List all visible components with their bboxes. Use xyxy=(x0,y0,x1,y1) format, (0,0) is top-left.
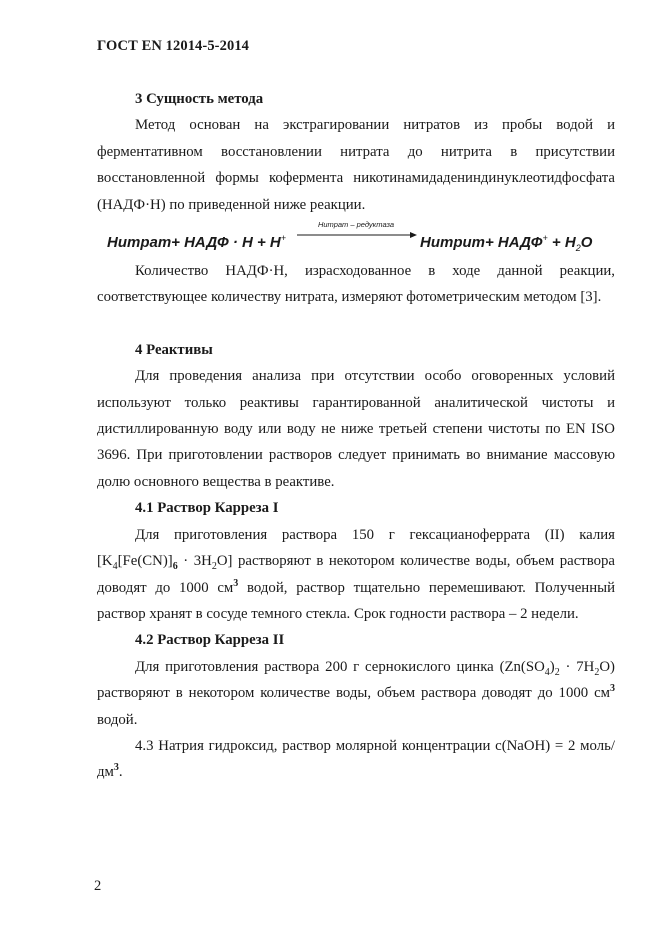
formula-reactants-text: Нитрат+ НАДФ · Н + Н xyxy=(107,234,281,252)
s41-subscript-1: 4 xyxy=(112,561,118,573)
page-number: 2 xyxy=(94,878,102,894)
formula-products-subscript: 2 xyxy=(575,243,581,254)
right-arrow-icon xyxy=(297,231,417,239)
s42-subscript-1: 4 xyxy=(544,666,550,678)
s41-text-3: · 3H xyxy=(177,553,212,570)
section-4-paragraph-1: Для проведения анализа при отсутствии особо оговоренных условий используют только реактивы гарантированной аналитической чистоты и дистиллированную воду или воду не ниже третьей степени чистоты по EN ISO 3696. При приготовлении растворов следует принимать во внимание массовую долю основного вещества в реактиве. xyxy=(97,368,615,490)
s42-text-2: ) xyxy=(549,658,555,675)
formula-products-text-a: Нитрит+ НАДФ xyxy=(420,234,543,252)
s43-text-2: . xyxy=(118,764,123,781)
section-4-1-paragraph xyxy=(97,522,615,628)
formula-reactants-charge: + xyxy=(280,233,287,244)
section-4-2-paragraph xyxy=(97,654,615,733)
s41-subscript-3: 2 xyxy=(211,561,217,573)
reaction-arrow xyxy=(297,220,417,248)
enzyme-label: Нитрат – редуктаза xyxy=(317,220,395,230)
section-3-paragraph-1: Метод основан на экстрагировании нитратов из пробы водой и ферментативном восстановлении нитрата до нитрита в присутствии восстановленной формы кофермента никотинамидадениндинуклеотидфосфата (НАДФ·Н) по приведенной ниже реакции. xyxy=(97,117,615,213)
document-body xyxy=(97,86,615,786)
formula-reactants xyxy=(107,225,286,256)
s42-text-5: водой. xyxy=(97,711,138,728)
s43-superscript: 3 xyxy=(113,762,119,774)
formula-products-text-b: + Н xyxy=(547,234,576,252)
s41-superscript: 3 xyxy=(233,577,239,589)
s41-text-5: водой, раствор тщательно перемешивают. Полученный раствор хранят в сосуде темного стекла. Срок годности раствора – 2 недели. xyxy=(97,579,615,622)
s42-text-1: Для приготовления раствора 200 г сернокислого цинка (Zn(SO xyxy=(135,658,545,675)
formula-products xyxy=(420,225,592,261)
s41-text-2: [Fe(CN)] xyxy=(117,553,173,570)
s41-text-4: O] растворяют в некотором количестве воды, объем раствора доводят до 1000 см xyxy=(97,553,615,596)
s42-subscript-2: 2 xyxy=(554,666,560,678)
section-4-1-title: 4.1 Раствор Карреза I xyxy=(135,500,279,517)
s42-superscript: 3 xyxy=(610,683,615,695)
section-4-title: 4 Реактивы xyxy=(135,341,213,358)
s42-text-3: · 7H xyxy=(559,658,595,675)
s42-subscript-3: 2 xyxy=(594,666,600,678)
section-3-title: 3 Сущность метода xyxy=(135,91,264,107)
formula-products-charge: + xyxy=(542,233,548,244)
s42-text-4: O) растворяют в некотором количестве воды, объем раствора доводят до 1000 см xyxy=(97,658,615,702)
formula-products-text-c: О xyxy=(580,234,593,252)
document-header: ГОСТ EN 12014-5-2014 xyxy=(97,38,250,54)
s41-text-1: Для приготовления раствора 150 г гексацианоферрата (II) калия [K xyxy=(97,526,615,570)
section-3-paragraph-2: Количество НАДФ·Н, израсходованное в ходе данной реакции, соответствующее количеству нитрата, измеряют фотометрическим методом [3]. xyxy=(97,263,615,306)
reaction-formula xyxy=(97,218,615,254)
s43-text-1: 4.3 Натрия гидроксид, раствор молярной концентрации c(NaOH) = 2 моль/дм xyxy=(97,737,615,781)
s41-subscript-2: 6 xyxy=(172,561,178,573)
section-4-2-title: 4.2 Раствор Карреза II xyxy=(135,632,285,649)
section-4-3-paragraph xyxy=(97,733,615,786)
